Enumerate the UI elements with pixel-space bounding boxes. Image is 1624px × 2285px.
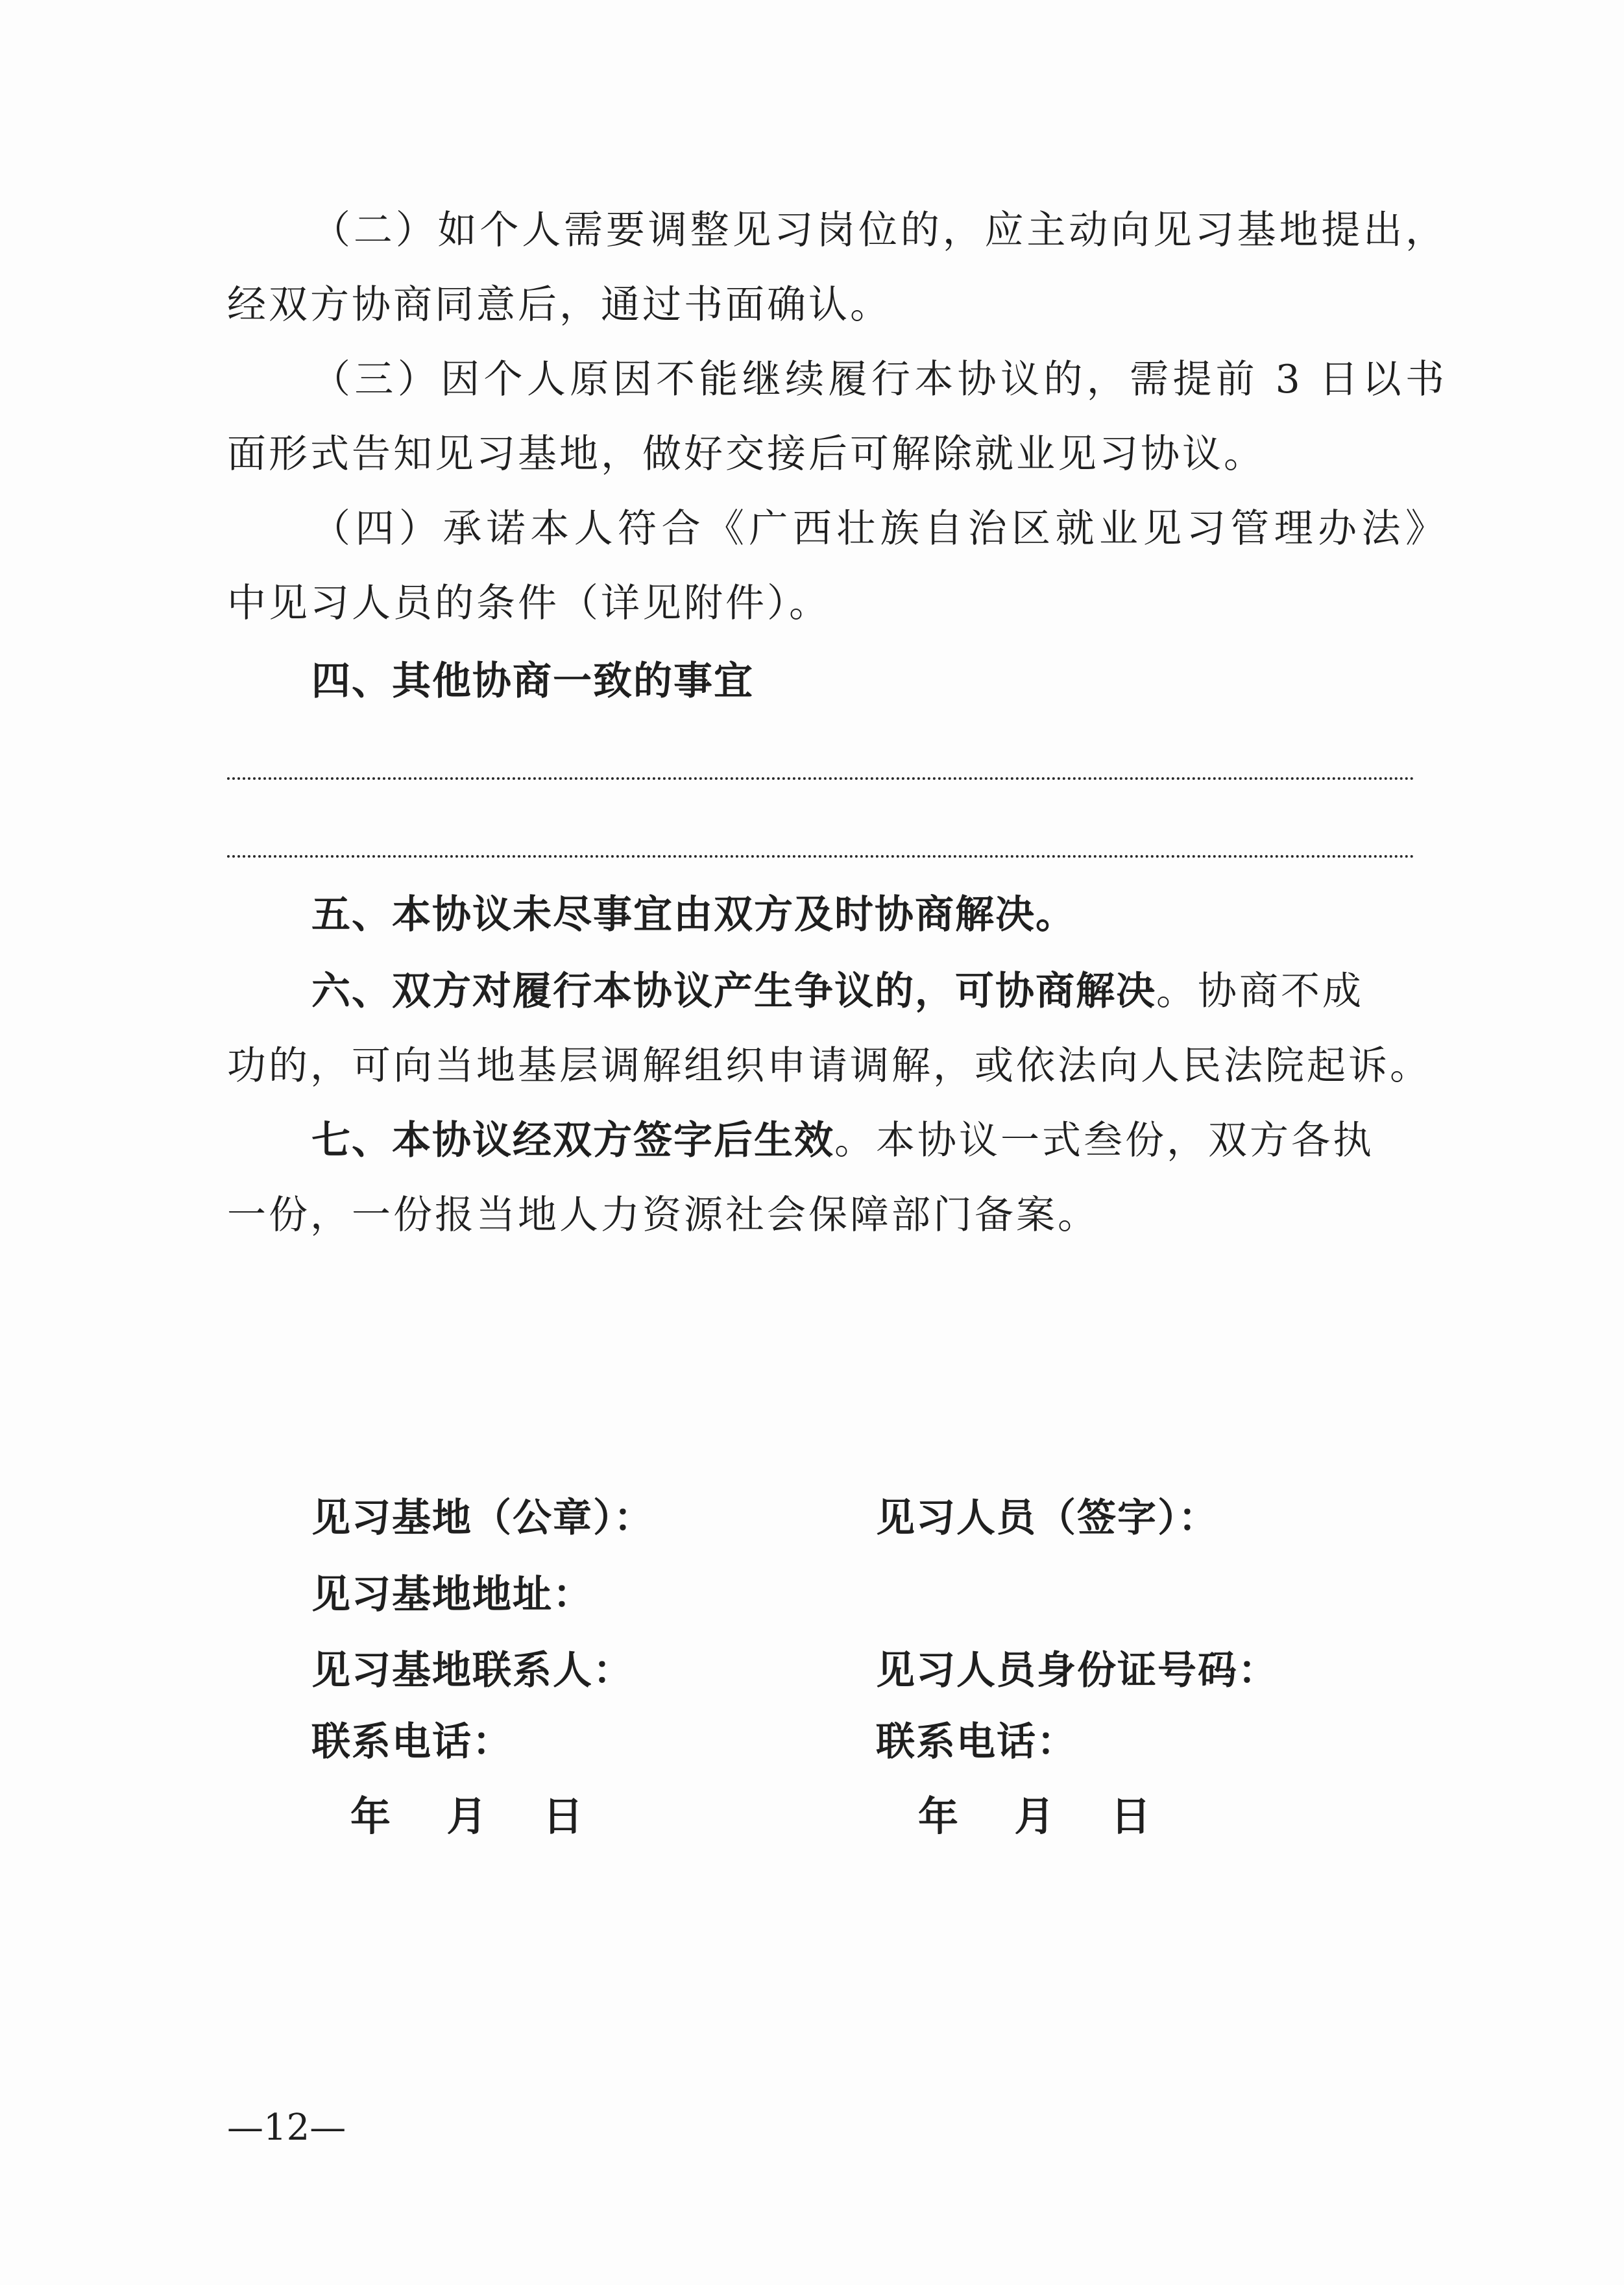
base-seal-label: 见习基地（公章）： (311, 1495, 654, 1541)
trainee-phone-label: 联系电话： (876, 1719, 1077, 1765)
trainee-sign-label: 见习人员（签字）： (876, 1495, 1218, 1541)
section-7-line-2: 一份，一份报当地人力资源社会保障部门备案。 (227, 1192, 1099, 1238)
section-5-heading: 五、本协议未尽事宜由双方及时协商解决。 (311, 892, 1076, 937)
section-6-line-1 (311, 965, 1447, 1017)
section-7-text: 。本协议一式叁份，双方各执 (834, 1118, 1374, 1163)
clause-4-line-2: 中见习人员的条件（详见附件）。 (227, 581, 830, 626)
clause-3-line-2: 面形式告知见习基地，做好交接后可解除就业见习协议。 (227, 431, 1265, 477)
page-number: —12— (227, 2107, 346, 2149)
base-date: 年 月 日 (350, 1793, 583, 1840)
section-6-text: 。协商不成 (1156, 969, 1364, 1014)
section-4-heading: 四、其他协商一致的事宜 (311, 659, 754, 704)
base-address-label: 见习基地地址： (311, 1572, 593, 1617)
clause-3-line-1: （三）因个人原因不能继续履行本协议的，需提前 3 日以书 (311, 357, 1447, 402)
base-phone-label: 联系电话： (311, 1719, 513, 1765)
fill-in-line-1 (227, 777, 1414, 780)
fill-in-line-2 (227, 855, 1414, 858)
clause-2-line-2: 经双方协商同意后，通过书面确认。 (227, 282, 891, 328)
clause-2-line-1: （二）如个人需要调整见习岗位的，应主动向见习基地提出， (311, 208, 1447, 253)
section-7-heading: 七、本协议经双方签字后生效 (311, 1118, 834, 1163)
trainee-id-label: 见习人员身份证号码： (876, 1648, 1278, 1693)
section-6-heading: 六、双方对履行本协议产生争议的，可协商解决 (311, 969, 1156, 1014)
clause-4-line-1: （四）承诺本人符合《广西壮族自治区就业见习管理办法》 (311, 506, 1447, 551)
section-6-line-2: 功的，可向当地基层调解组织申请调解，或依法向人民法院起诉。 (227, 1043, 1431, 1089)
trainee-date: 年 月 日 (918, 1793, 1151, 1840)
section-7-line-1 (311, 1115, 1447, 1167)
base-contact-label: 见习基地联系人： (311, 1648, 633, 1693)
